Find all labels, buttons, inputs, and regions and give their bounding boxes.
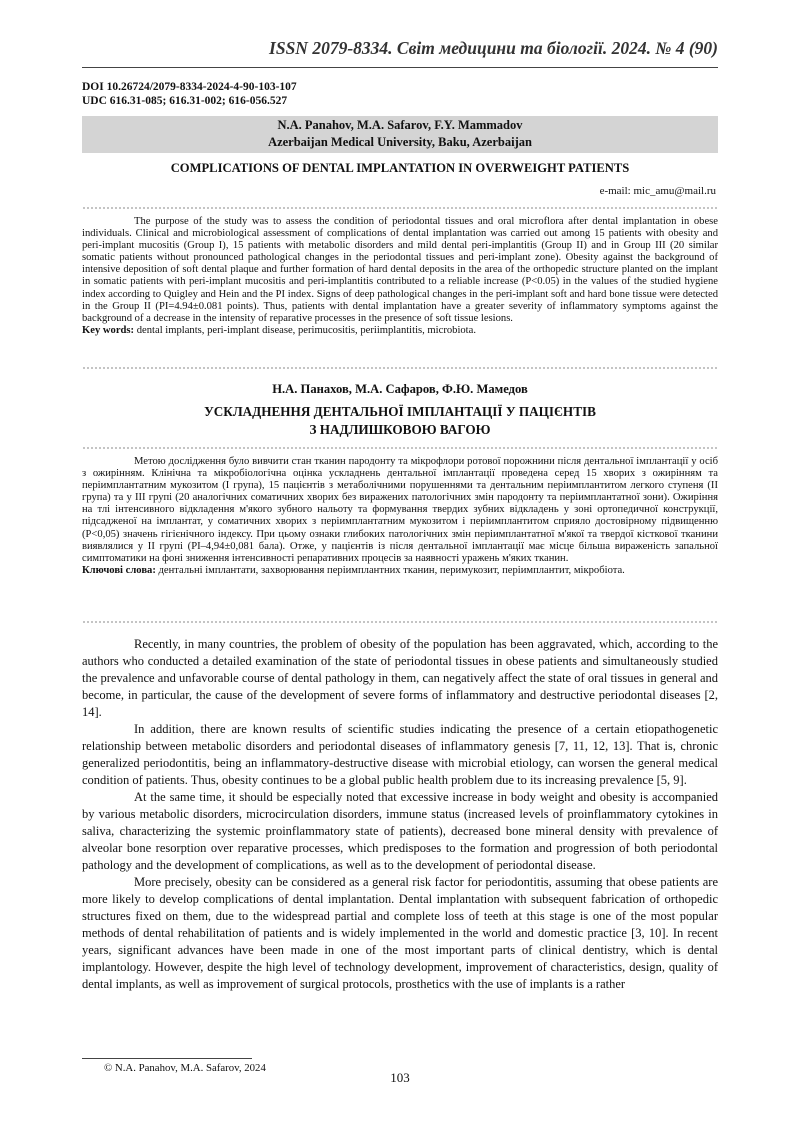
keywords-label: Key words: xyxy=(82,324,135,336)
abstract-en xyxy=(82,216,718,337)
author-block xyxy=(82,116,718,153)
keywords-label: Ключові слова: xyxy=(82,564,156,576)
keywords-text: дентальні імплантати, захворювання періимплантних тканин, перимукозит, періимплантит, мікробіота. xyxy=(158,564,625,576)
body-paragraph: More precisely, obesity can be considered as a general risk factor for periodontitis, assuming that obese patients are more likely to develop complications of dental implantation. Dental implantation with subsequent fabrication of orthopedic structures fixed on them, due to the widespread partial and complete loss of teeth at this stage is one of the most popular methods of dental rehabilitation of patients and is widely implemented in the world and domestic practice [3, 10]. In recent years, significant advances have been made in one of the most important parts of clinical dentistry, which is dental implantology. However, despite the high level of technology development, improvement of characteristics, design, quality of dental implants, as well as improvement of surgical protocols, prosthetics with the use of implants is a rather xyxy=(82,875,718,991)
doi: DOI 10.26724/2079-8334-2024-4-90-103-107 xyxy=(82,81,297,93)
ua-title-line: З НАДЛИШКОВОЮ ВАГОЮ xyxy=(309,422,491,437)
footer-rule xyxy=(82,1058,252,1059)
identifiers xyxy=(82,80,297,108)
dotted-divider xyxy=(82,620,718,625)
ua-title xyxy=(82,403,718,439)
journal-header xyxy=(82,38,718,78)
body-paragraph: At the same time, it should be especially noted that excessive increase in body weight and obesity is accompanied by various metabolic disorders, microcirculation disorders, immune status (increased levels of proinflammatory cytokines in saliva, characterizing the systemic proinflammatory state of patients), decreased bone mineral density with prevalence of alveolar bone resorption over reparative processes, which predisposes to the formation and progression of both periodontal pathology and the development of complications, as well as to the development of periodontal disease. xyxy=(82,790,718,872)
ua-authors: Н.А. Панахов, М.А. Сафаров, Ф.Ю. Мамедов xyxy=(272,382,528,396)
keywords-text: dental implants, peri-implant disease, perimucositis, periimplantitis, microbiota. xyxy=(136,324,476,336)
authors: N.A. Panahov, M.A. Safarov, F.Y. Mammadov xyxy=(277,118,523,132)
udc: UDC 616.31-085; 616.31-002; 616-056.527 xyxy=(82,95,288,107)
body-paragraph: Recently, in many countries, the problem of obesity of the population has been aggravated, which, according to the authors who conducted a detailed examination of the state of periodontal tissues in obese patients and simultaneously studied the prevalence and unfavorable course of dental pathology in them, can negatively affect the state of oral tissues in general and become, in particular, the cause of the development of severe forms of inflammatory and destructive periodontal diseases [2, 14]. xyxy=(82,637,718,719)
article-body xyxy=(82,636,718,993)
dotted-divider xyxy=(82,446,718,451)
abstract-ua xyxy=(82,456,718,577)
ua-title-line: УСКЛАДНЕННЯ ДЕНТАЛЬНОЇ ІМПЛАНТАЦІЇ У ПАЦІЄНТІВ xyxy=(204,404,596,419)
copyright: © N.A. Panahov, M.A. Safarov, 2024 xyxy=(104,1062,266,1074)
email: e-mail: mic_amu@mail.ru xyxy=(599,185,716,197)
journal-title: ISSN 2079-8334. Світ медицини та біології. 2024. № 4 (90) xyxy=(269,38,718,58)
keywords-en xyxy=(82,325,718,337)
affiliation: Azerbaijan Medical University, Baku, Azerbaijan xyxy=(268,135,532,149)
keywords-ua xyxy=(82,565,718,577)
abstract-en-text: The purpose of the study was to assess the condition of periodontal tissues and oral microflora after dental implantation in obese individuals. Clinical and microbiological assessment of complications of dental implantation was carried out among 15 patients with obesity and peri-implant mucositis (Group I), 15 patients with metabolic disorders and mild dental peri-implantitis (Group II) and in Group III (20 similar somatic patients without pronounced pathological changes in the periodontal tissues and peri-implant zone). Obesity against the background of intensive deposition of soft dental plaque and further formation of hard dental deposits in the area of the orthopedic structure planted on the implant in somatic patients with peri-implant mucositis and peri-implantitis contributed to a reliable increase (P<0.05) in the values of the studied hygiene index according to Quigley and Hein and the PI index. Signs of deep pathological changes in the peri-implant soft and hard bone tissue were detected in the Group II (PI=4.94±0.081 points). Thus, patients with dental implantation have a greater severity of inflammatory symptoms against the background of a decrease in the intensity of reparative processes in the presence of soft tissue lesions. xyxy=(82,216,718,324)
dotted-divider xyxy=(82,366,718,371)
page-number: 103 xyxy=(390,1070,410,1085)
body-paragraph: In addition, there are known results of scientific studies indicating the presence of a certain etiopathogenetic relationship between metabolic disorders and periodontal diseases of inflammatory genesis [7, 11, 12, 13]. That is, chronic generalized periodontitis, being an inflammatory-destructive disease with microbial etiology, can worsen the general medical condition of patients. Thus, obesity continues to be a global public health problem due to its increasing prevalence [5, 9]. xyxy=(82,722,718,787)
header-rule xyxy=(82,67,718,68)
abstract-ua-text: Метою дослідження було вивчити стан тканин пародонту та мікрофлори ротової порожнини після дентальної імплантації у осіб з ожирінням. Клінічна та мікробіологічна оцінка ускладнень дентальної імплантації проведена серед 15 хворих з ожирінням та періимплантатним мукозитом (I група), 15 пацієнтів з метаболічними порушеннями та дентальним періимплантитом легкого ступеня (II група) та у III групі (20 аналогічних соматичних хворих без виражених патологічних змін пародонту та періимплантатної зони). Ожиріння на тлі інтенсивного відкладення м'якого зубного нальоту та формування твердих зубних відкладень у зоні ортопедичної конструкції, підсадженої на імплантат, у соматичних хворих з періимплантатним мукозитом і періимплантитом сприяло достовірному підвищенню (P<0,05) значень гігієнічного індексу. При цьому ознаки глибоких патологічних змін періимплантатної м'якої та твердої кісткової тканини виявлялися у II групі (PI–4,94±0,081 бала). Отже, у пацієнтів із після дентальної імплантації має місце більша вираженість запальної симптоматики на фоні зниження інтенсивності репаративних процесів за наявності уражень м'яких тканин. xyxy=(82,456,718,564)
article-title: COMPLICATIONS OF DENTAL IMPLANTATION IN OVERWEIGHT PATIENTS xyxy=(170,161,630,175)
dotted-divider xyxy=(82,206,718,211)
